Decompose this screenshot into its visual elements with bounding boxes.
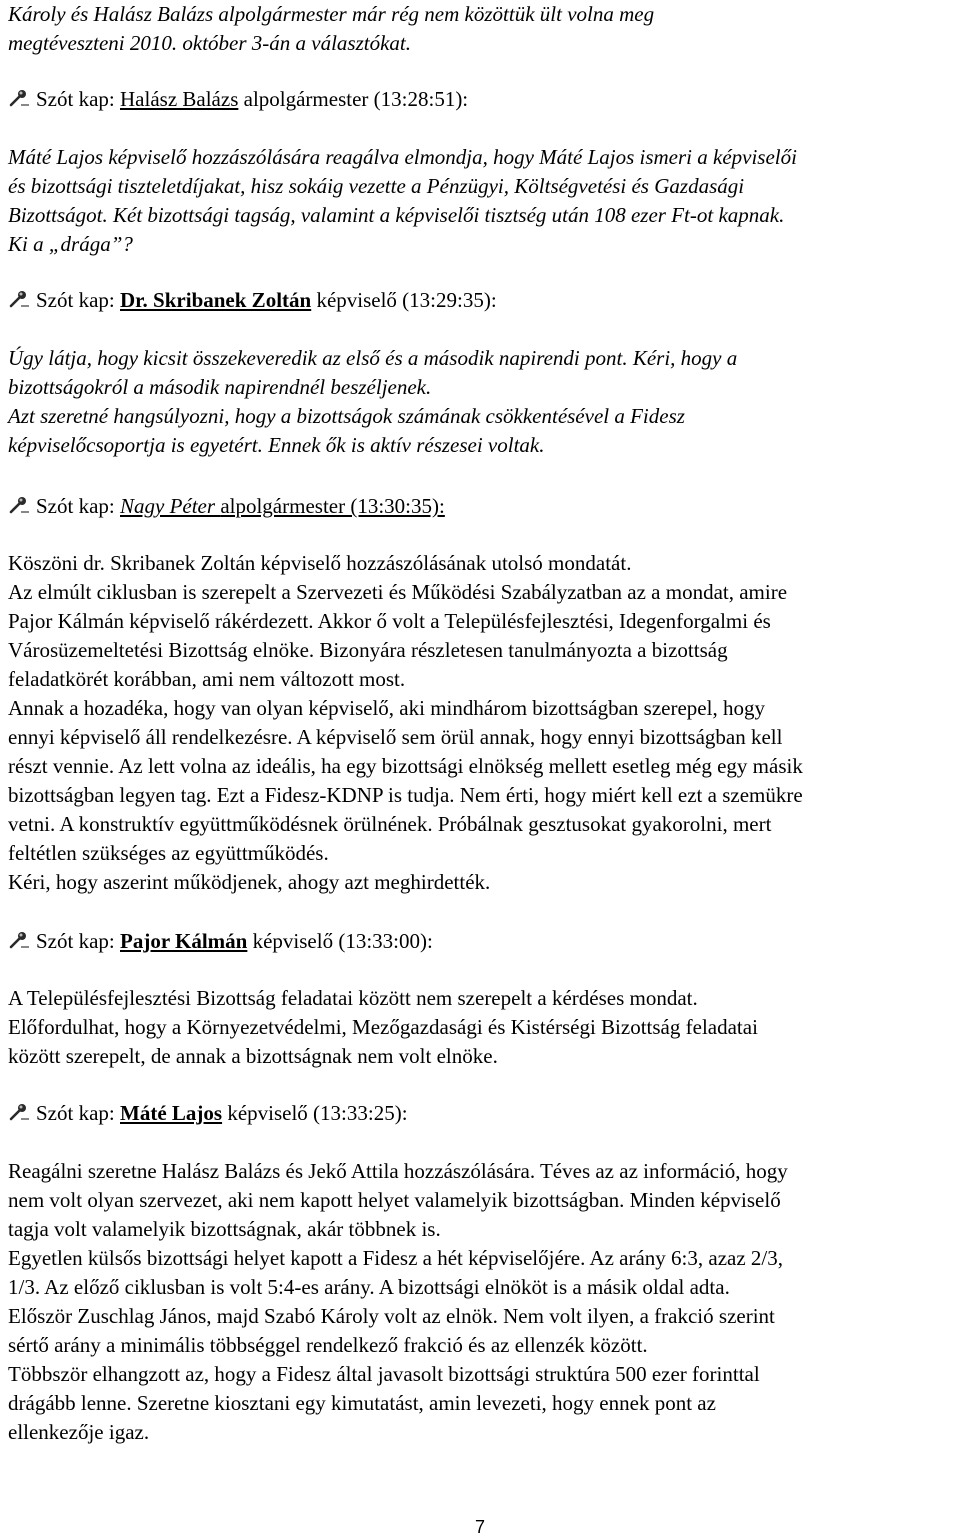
speaker-heading <box>8 492 445 521</box>
speech-line: Ki a „drága”? <box>8 232 133 256</box>
speech-paragraph <box>8 1157 956 1447</box>
speech-line: Városüzemeltetési Bizottság elnöke. Bizonyára részletesen tanulmányozta a bizottság <box>8 638 728 662</box>
speech-line: tagja volt valamelyik bizottságnak, akár többnek is. <box>8 1217 441 1241</box>
speech-line: Kéri, hogy aszerint működjenek, ahogy azt meghirdették. <box>8 870 491 894</box>
speech-line: képviselőcsoportja is egyetért. Ennek ők is aktív részesei voltak. <box>8 433 545 457</box>
page-number: 7 <box>474 1517 485 1537</box>
speech-line: Azt szeretné hangsúlyozni, hogy a bizottságok számának csökkentésével a Fidesz <box>8 404 685 428</box>
speech-line: feladatkörét korábban, ami nem változott most. <box>8 667 406 691</box>
speech-line: sértő arány a minimális többséggel rendelkező frakció és az ellenzék között. <box>8 1333 648 1357</box>
speaker-heading <box>8 1099 408 1128</box>
speech-line: és bizottsági tiszteletdíjakat, hisz sokáig vezette a Pénzügyi, Költségvetési és Gazdasági <box>8 174 745 198</box>
speaker-name: Pajor Kálmán <box>120 929 248 953</box>
microphone-icon <box>8 494 36 518</box>
speech-line: Előfordulhat, hogy a Környezetvédelmi, Mezőgazdasági és Kistérségi Bizottság feladatai <box>8 1015 758 1039</box>
speech-line: között szerepelt, de annak a bizottságnak nem volt elnöke. <box>8 1044 498 1068</box>
speaker-role-time: képviselő (13:33:00): <box>247 929 433 953</box>
intro-line: megtéveszteni 2010. október 3-án a választókat. <box>8 31 411 55</box>
speaker-prefix: Szót kap: <box>36 288 120 312</box>
speech-paragraph <box>8 984 956 1071</box>
speaker-role-time: képviselő (13:33:25): <box>222 1101 408 1125</box>
intro-paragraph <box>8 0 956 58</box>
speaker-name: Halász Balázs <box>120 87 239 111</box>
speech-line: Reagálni szeretne Halász Balázs és Jekő Attila hozzászólására. Téves az az információ, hogy <box>8 1159 788 1183</box>
speech-paragraph <box>8 549 956 897</box>
speech-line: feltétlen szükséges az együttműködés. <box>8 841 329 865</box>
intro-line: Károly és Halász Balázs alpolgármester már rég nem közöttük ült volna meg <box>8 2 655 26</box>
speech-line: vetni. A konstruktív együttműködésnek örülnének. Próbálnak gesztusokat gyakorolni, mert <box>8 812 772 836</box>
speaker-role-time: képviselő (13:29:35): <box>311 288 497 312</box>
speech-line: Egyetlen külsős bizottsági helyet kapott a Fidesz a hét képviselőjére. Az arány 6:3, azaz 2/3, <box>8 1246 784 1270</box>
speaker-role-time: alpolgármester (13:30:35): <box>220 494 445 518</box>
speaker-name: Máté Lajos <box>120 1101 223 1125</box>
microphone-icon <box>8 87 36 111</box>
speech-line: Annak a hozadéka, hogy van olyan képviselő, aki mindhárom bizottságban szerepel, hogy <box>8 696 765 720</box>
speech-line: Máté Lajos képviselő hozzászólására reagálva elmondja, hogy Máté Lajos ismeri a képviselői <box>8 145 797 169</box>
speech-line: részt vennie. Az lett volna az ideális, ha egy bizottsági elnökség mellett esetleg még egy másik <box>8 754 803 778</box>
speech-line: Pajor Kálmán képviselő rákérdezett. Akkor ő volt a Településfejlesztési, Idegenforgalmi és <box>8 609 771 633</box>
speech-line: bizottságban legyen tag. Ezt a Fidesz-KDNP is tudja. Nem érti, hogy miért kell ezt a szemükre <box>8 783 803 807</box>
speaker-prefix: Szót kap: <box>36 87 120 111</box>
speaker-heading <box>8 85 468 114</box>
speaker-heading <box>8 927 433 956</box>
speech-line: ellenkezője igaz. <box>8 1420 150 1444</box>
speaker-prefix: Szót kap: <box>36 494 120 518</box>
speaker-prefix: Szót kap: <box>36 1101 120 1125</box>
microphone-icon <box>8 288 36 312</box>
speaker-name: Nagy Péter <box>120 494 221 518</box>
speech-line: Először Zuschlag János, majd Szabó Károly volt az elnök. Nem volt ilyen, a frakció szerint <box>8 1304 775 1328</box>
speech-paragraph <box>8 143 956 259</box>
speaker-heading <box>8 286 497 315</box>
microphone-icon <box>8 1101 36 1125</box>
speech-line: Bizottságot. Két bizottsági tagság, valamint a képviselői tisztség után 108 ezer Ft-ot kapnak. <box>8 203 785 227</box>
speech-line: Többször elhangzott az, hogy a Fidesz által javasolt bizottsági struktúra 500 ezer forinttal <box>8 1362 760 1386</box>
speaker-role-time: alpolgármester (13:28:51): <box>238 87 469 111</box>
speech-line: Úgy látja, hogy kicsit összekeveredik az első és a második napirendi pont. Kéri, hogy a <box>8 346 738 370</box>
speech-line: ennyi képviselő áll rendelkezésre. A képviselő sem örül annak, hogy ennyi bizottságban kell <box>8 725 783 749</box>
speech-line: nem volt olyan szervezet, aki nem kapott helyet valamelyik bizottságban. Minden képviselő <box>8 1188 781 1212</box>
speech-line: Az elmúlt ciklusban is szerepelt a Szervezeti és Működési Szabályzatban az a mondat, amire <box>8 580 788 604</box>
speaker-prefix: Szót kap: <box>36 929 120 953</box>
speech-line: Köszöni dr. Skribanek Zoltán képviselő hozzászólásának utolsó mondatát. <box>8 551 632 575</box>
speech-line: 1/3. Az előző ciklusban is volt 5:4-es arány. A bizottsági elnököt is a másik oldal adta. <box>8 1275 730 1299</box>
speech-line: drágább lenne. Szeretne kiosztani egy kimutatást, amin levezeti, hogy ennek pont az <box>8 1391 716 1415</box>
speech-line: A Településfejlesztési Bizottság feladatai között nem szerepelt a kérdéses mondat. <box>8 986 698 1010</box>
microphone-icon <box>8 929 36 953</box>
speech-line: bizottságokról a második napirendnél beszéljenek. <box>8 375 432 399</box>
speech-paragraph <box>8 344 956 460</box>
speaker-name: Dr. Skribanek Zoltán <box>120 288 312 312</box>
